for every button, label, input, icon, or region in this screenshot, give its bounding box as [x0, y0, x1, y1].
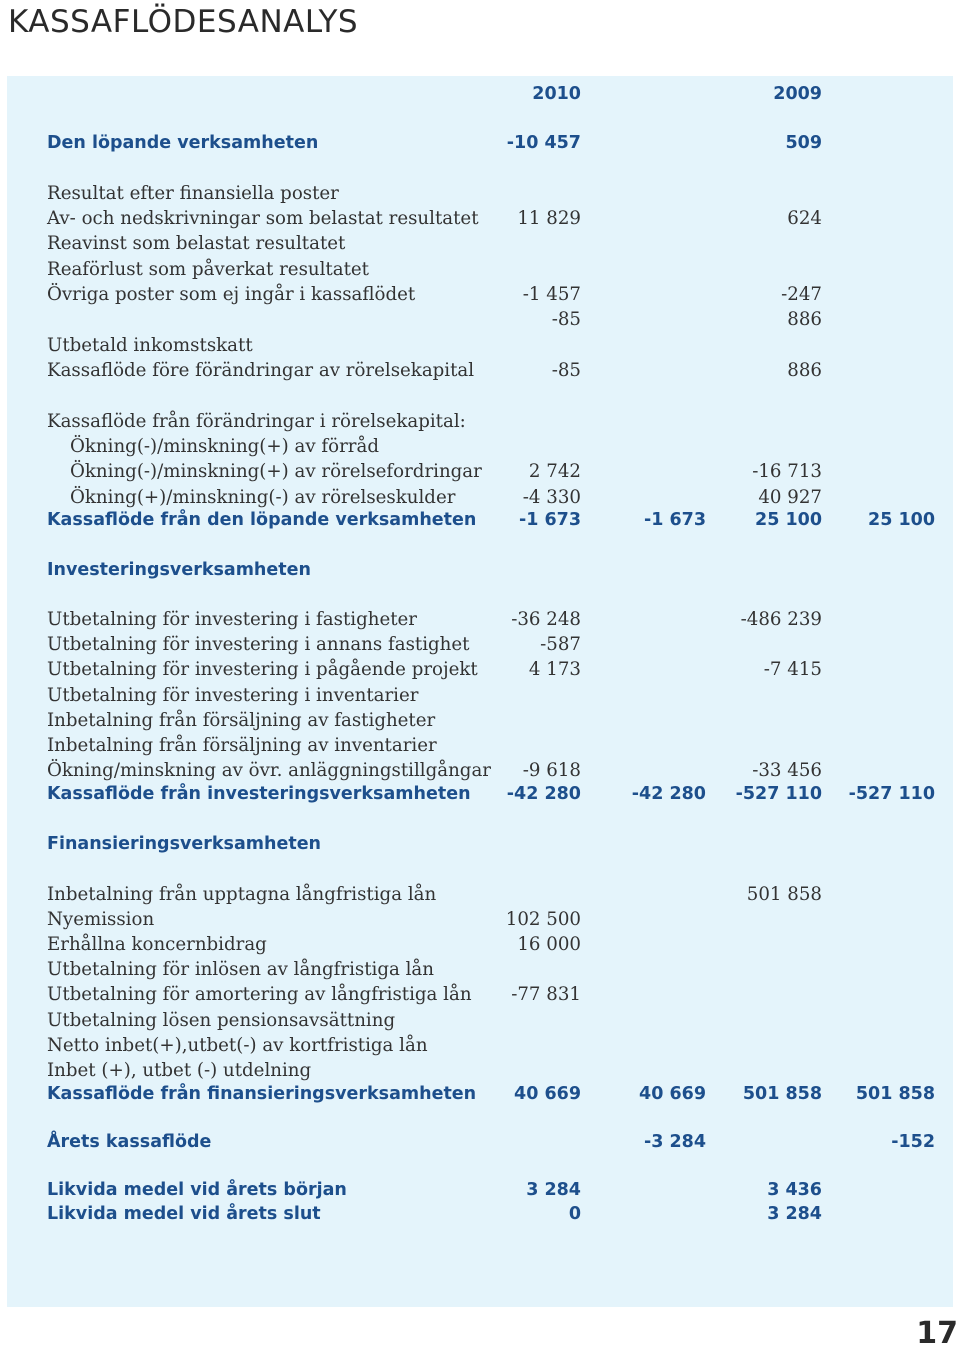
table-row — [0, 358, 960, 383]
table-row — [0, 434, 960, 459]
sum-2009: -527 110 — [848, 784, 935, 804]
section-label: Finansieringsverksamheten — [47, 834, 322, 854]
sum-2010: -1 673 — [643, 510, 706, 530]
value-2009: -33 456 — [752, 760, 822, 781]
value-2009: 501 858 — [742, 1084, 822, 1104]
value-2010: 2 742 — [528, 461, 581, 482]
value-2010: -10 457 — [506, 133, 581, 153]
value-2010: 102 500 — [505, 909, 581, 930]
value-2010: 11 829 — [517, 208, 581, 229]
value-2009: 624 — [787, 208, 822, 229]
table-row — [0, 683, 960, 708]
table-row — [0, 485, 960, 510]
table-row — [0, 882, 960, 907]
working-capital-heading — [0, 409, 960, 434]
table-row — [0, 758, 960, 783]
section-heading-invest — [0, 558, 960, 583]
row-label: Reaförlust som påverkat resultatet — [47, 259, 369, 280]
row-label: Utbetalning för investering i fastigheter — [47, 609, 417, 630]
row-label: Utbetalning för investering i inventarier — [47, 685, 419, 706]
sum-2010: 40 669 — [639, 1084, 706, 1104]
total-row-invest — [0, 782, 960, 807]
table-row — [0, 932, 960, 957]
table-row — [0, 1008, 960, 1033]
row-label: Kassaflöde från den löpande verksamheten — [47, 510, 477, 530]
row-label: Kassaflöde från investeringsverksamheten — [47, 784, 471, 804]
row-label: Kassaflöde från finansieringsverksamheten — [47, 1084, 477, 1104]
value-2010: 16 000 — [517, 934, 581, 955]
value-2010: -85 — [551, 360, 581, 381]
year-header-row — [0, 82, 960, 107]
table-row — [0, 231, 960, 256]
sum-2010: -42 280 — [631, 784, 706, 804]
table-row — [0, 1033, 960, 1058]
row-label: Utbetalning för inlösen av långfristiga lån — [47, 959, 434, 980]
row-label: Reavinst som belastat resultatet — [47, 233, 346, 254]
row-label: Utbetalning för amortering av långfristiga lån — [47, 984, 472, 1005]
table-row — [0, 1058, 960, 1083]
row-label: Likvida medel vid årets slut — [47, 1204, 321, 1224]
row-label: Av- och nedskrivningar som belastat resultatet — [47, 208, 479, 229]
page-title: KASSAFLÖDESANALYS — [8, 4, 359, 40]
row-label: Ökning/minskning av övr. anläggningstillgångar — [47, 760, 491, 781]
row-label: Utbetald inkomstskatt — [47, 335, 253, 356]
row-label: Utbetalning för investering i annans fastighet — [47, 634, 470, 655]
value-2010: 0 — [568, 1204, 581, 1224]
row-label: Ökning(+)/minskning(-) av rörelseskulder — [70, 487, 456, 508]
table-row — [0, 333, 960, 358]
value-2010: -77 831 — [511, 984, 581, 1005]
value-2009: -7 415 — [763, 659, 822, 680]
value-2009: -247 — [781, 284, 822, 305]
value-2010: -36 248 — [511, 609, 581, 630]
row-label: Ökning(-)/minskning(+) av rörelsefordringar — [70, 461, 482, 482]
section-heading-finans — [0, 832, 960, 857]
sum-2009: 25 100 — [868, 510, 935, 530]
row-label: Netto inbet(+),utbet(-) av kortfristiga lån — [47, 1035, 428, 1056]
total-row-lopande — [0, 508, 960, 533]
value-2010: -1 673 — [518, 510, 581, 530]
row-label: Inbet (+), utbet (-) utdelning — [47, 1060, 312, 1081]
table-row — [0, 907, 960, 932]
likvida-slut-row — [0, 1202, 960, 1227]
row-label: Övriga poster som ej ingår i kassaflödet — [47, 284, 416, 305]
value-2009: 25 100 — [755, 510, 822, 530]
page-number: 17 — [916, 1316, 958, 1351]
row-label: Kassaflöde från förändringar i rörelsekapital: — [47, 411, 466, 432]
value-2009: 501 858 — [746, 884, 822, 905]
section-heading-lopande — [0, 131, 960, 156]
table-row — [0, 733, 960, 758]
section-label: Investeringsverksamheten — [47, 560, 311, 580]
value-2010: -85 — [551, 309, 581, 330]
sum-2009: 501 858 — [855, 1084, 935, 1104]
row-label: Nyemission — [47, 909, 155, 930]
table-row — [0, 607, 960, 632]
value-2009: -486 239 — [740, 609, 822, 630]
value-2009: 886 — [787, 360, 822, 381]
value-2010: -4 330 — [522, 487, 581, 508]
table-row — [0, 257, 960, 282]
row-label: Utbetalning lösen pensionsavsättning — [47, 1010, 396, 1031]
year-2009: 2009 — [773, 84, 822, 104]
value-2009: -16 713 — [752, 461, 822, 482]
likvida-borjan-row — [0, 1178, 960, 1203]
row-label: Erhållna koncernbidrag — [47, 934, 267, 955]
total-row-finans — [0, 1082, 960, 1107]
row-label: Likvida medel vid årets början — [47, 1180, 347, 1200]
value-2009: 886 — [787, 309, 822, 330]
table-row — [0, 459, 960, 484]
value-2010: 40 669 — [514, 1084, 581, 1104]
value-2009: 40 927 — [758, 487, 822, 508]
row-label: Årets kassaflöde — [47, 1132, 212, 1152]
year-2010: 2010 — [532, 84, 581, 104]
row-label: Ökning(-)/minskning(+) av förråd — [70, 436, 379, 457]
table-row — [0, 307, 960, 332]
row-label: Inbetalning från försäljning av inventarier — [47, 735, 437, 756]
value-2009: 3 284 — [767, 1204, 822, 1224]
value-2010: 4 173 — [528, 659, 581, 680]
table-row — [0, 957, 960, 982]
row-label: Kassaflöde före förändringar av rörelsekapital — [47, 360, 475, 381]
table-row — [0, 206, 960, 231]
row-label: Inbetalning från försäljning av fastigheter — [47, 710, 436, 731]
value-2010: 3 284 — [526, 1180, 581, 1200]
value-2009: 3 436 — [767, 1180, 822, 1200]
value-2009: -527 110 — [735, 784, 822, 804]
value-2010: -587 — [540, 634, 581, 655]
value-2010: -42 280 — [506, 784, 581, 804]
value-2009: 509 — [785, 133, 822, 153]
table-row — [0, 282, 960, 307]
row-label: Resultat efter finansiella poster — [47, 183, 339, 204]
value-2010: -1 457 — [522, 284, 581, 305]
table-row — [0, 657, 960, 682]
table-row — [0, 181, 960, 206]
value-2010: -9 618 — [522, 760, 581, 781]
table-row — [0, 632, 960, 657]
section-label: Den löpande verksamheten — [47, 133, 319, 153]
arets-kassaflode-row — [0, 1130, 960, 1155]
sum-2009: -152 — [891, 1132, 935, 1152]
row-label: Inbetalning från upptagna långfristiga lån — [47, 884, 437, 905]
table-row — [0, 982, 960, 1007]
table-row — [0, 708, 960, 733]
sum-2010: -3 284 — [643, 1132, 706, 1152]
row-label: Utbetalning för investering i pågående projekt — [47, 659, 478, 680]
